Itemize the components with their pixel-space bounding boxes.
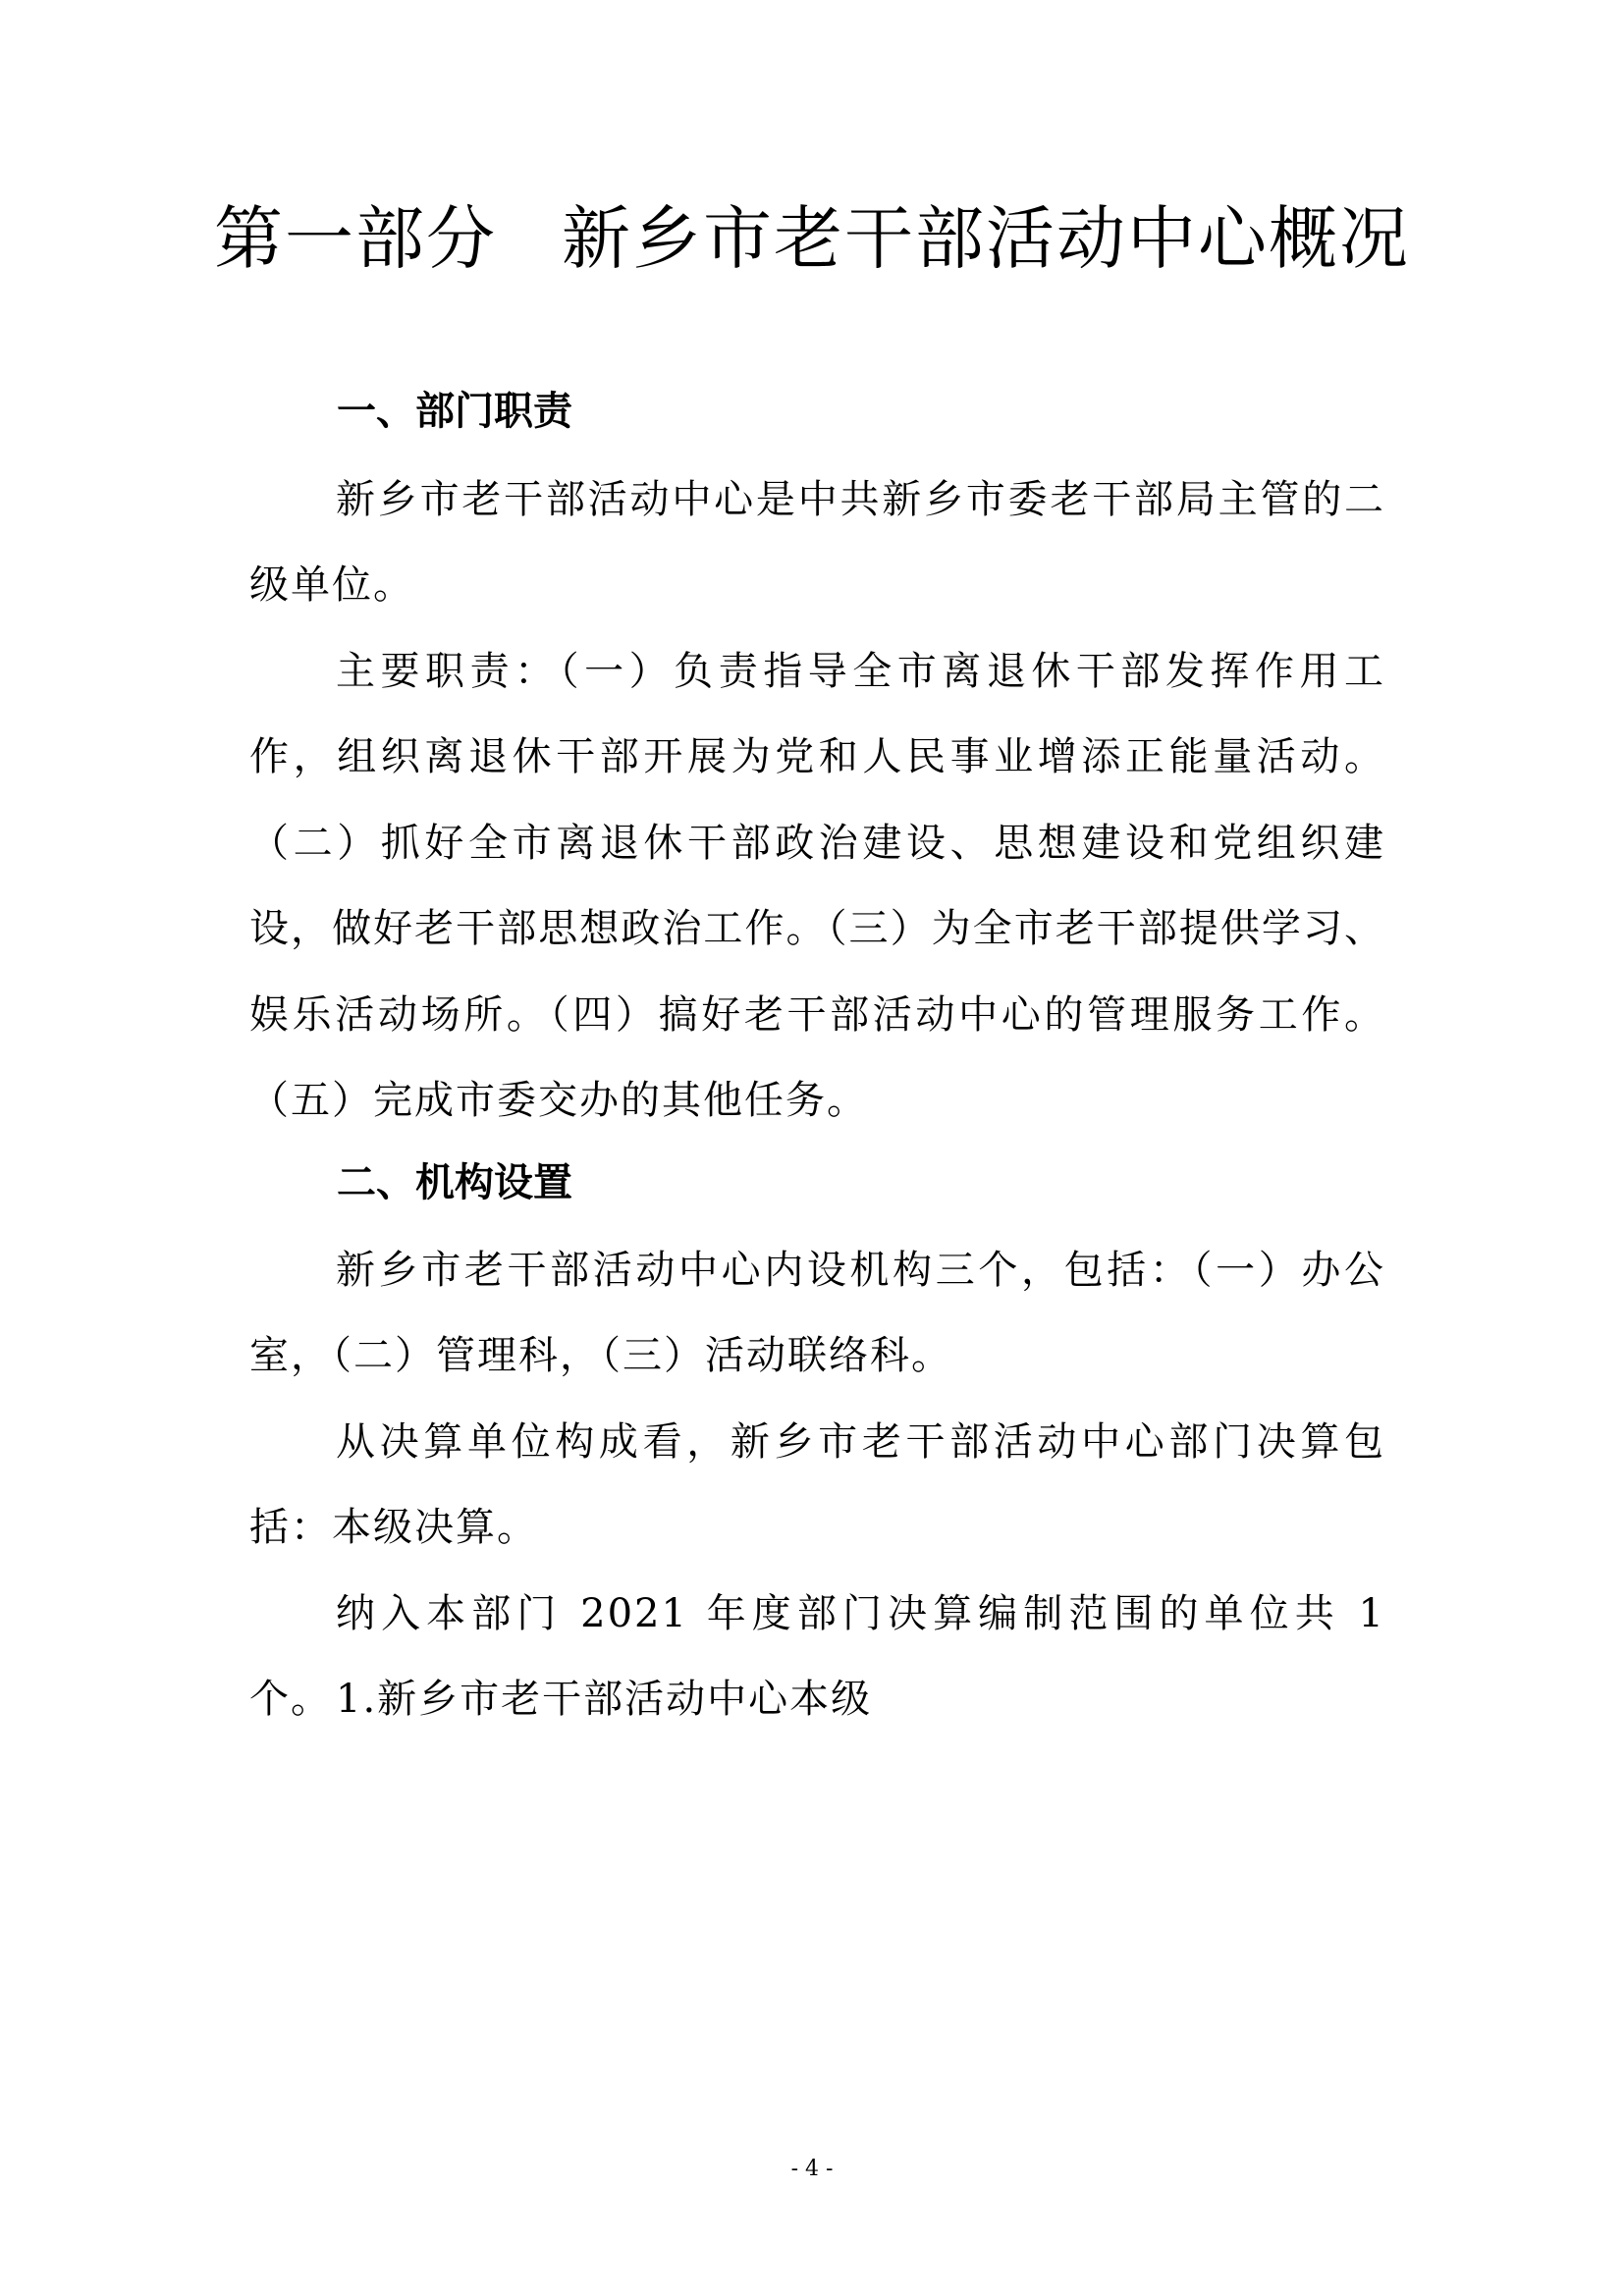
- section-heading-organization: 二、机构设置: [337, 1160, 572, 1205]
- paragraph-internal-offices: 新乡市老干部活动中心内设机构三个，包括：（一）办公室，（二）管理科，（三）活动联络科。: [249, 1248, 1385, 1379]
- page-title: [0, 194, 1624, 283]
- paragraph-unit-intro: 新乡市老干部活动中心是中共新乡市委老干部局主管的二级单位。: [249, 477, 1385, 609]
- title-part: 第一部分: [214, 198, 497, 279]
- paragraph-units-count: 纳入本部门 2021 年度部门决算编制范围的单位共 1 个。: [249, 1591, 1385, 1723]
- title-main: 新乡市老干部活动中心概况: [562, 198, 1410, 279]
- paragraph-main-duties: 主要职责：（一）负责指导全市离退休干部发挥作用工作，组织离退休干部开展为党和人民事业增添正能量活动。（二）抓好全市离退休干部政治建设、思想建设和党组织建设，做好老干部思想政治工作。（三）为全市老干部提供学习、娱乐活动场所。（四）搞好老干部活动中心的管理服务工作。（五）完成市委交办的其他任务。: [249, 649, 1385, 1124]
- section-heading-duties: 一、部门职责: [337, 389, 572, 434]
- paragraph-unit-list-item: 1.新乡市老干部活动中心本级: [336, 1677, 873, 1722]
- paragraph-accounts-composition: 从决算单位构成看，新乡市老干部活动中心部门决算包括：本级决算。: [249, 1419, 1385, 1551]
- page-number: - 4 -: [790, 2157, 834, 2181]
